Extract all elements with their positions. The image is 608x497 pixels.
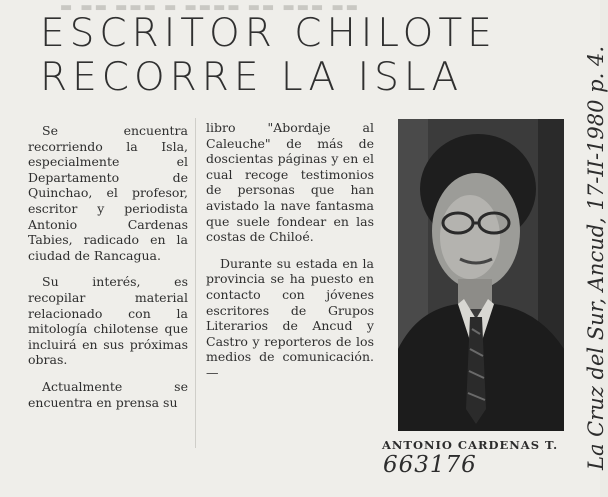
portrait-photo bbox=[398, 119, 564, 431]
paragraph: Actualmente se encuentra en prensa su bbox=[28, 378, 188, 410]
photo-caption: ANTONIO CARDENAS T. bbox=[382, 438, 559, 452]
paragraph: Su interés, es recopilar material relacionado con la mitología chilotense que incluirá en sus próximas obras. bbox=[28, 274, 188, 368]
article-column-2 bbox=[206, 120, 374, 392]
handwritten-catalog-number: 663176 bbox=[383, 452, 477, 478]
headline-line-2: RECORRE LA ISLA bbox=[40, 55, 464, 100]
headline-line-1: ESCRITOR CHILOTE bbox=[40, 11, 497, 56]
paragraph: Se encuentra recorriendo la Isla, especialmente el Departamento de Quinchao, el profesor, escritor y periodista Antonio Cardenas Tabies, radicado en la ciudad de Rancagua. bbox=[28, 123, 188, 263]
handwritten-source-note: La Cruz del Sur, Ancud, 17-II-1980 p. 4. bbox=[584, 46, 608, 470]
column-divider bbox=[195, 118, 196, 448]
portrait-illustration bbox=[398, 119, 564, 431]
paragraph: Durante su estada en la provincia se ha puesto en contacto con jóvenes escritores de Grupos Literarios de Ancud y Castro y reporteros de los medios de comunicación.— bbox=[206, 255, 374, 380]
article-column-1 bbox=[28, 123, 188, 421]
paragraph: libro "Abordaje al Caleuche" de más de doscientas páginas y en el cual recoge testimonios de personas que han avistado la nave fantasma que suele fondear en las costas de Chiloé. bbox=[206, 120, 374, 245]
bleed-through-text: ▬ ▬▬ ▬▬▬ ▬ ▬▬▬▬ ▬▬ ▬▬▬ ▬▬ bbox=[60, 0, 361, 15]
